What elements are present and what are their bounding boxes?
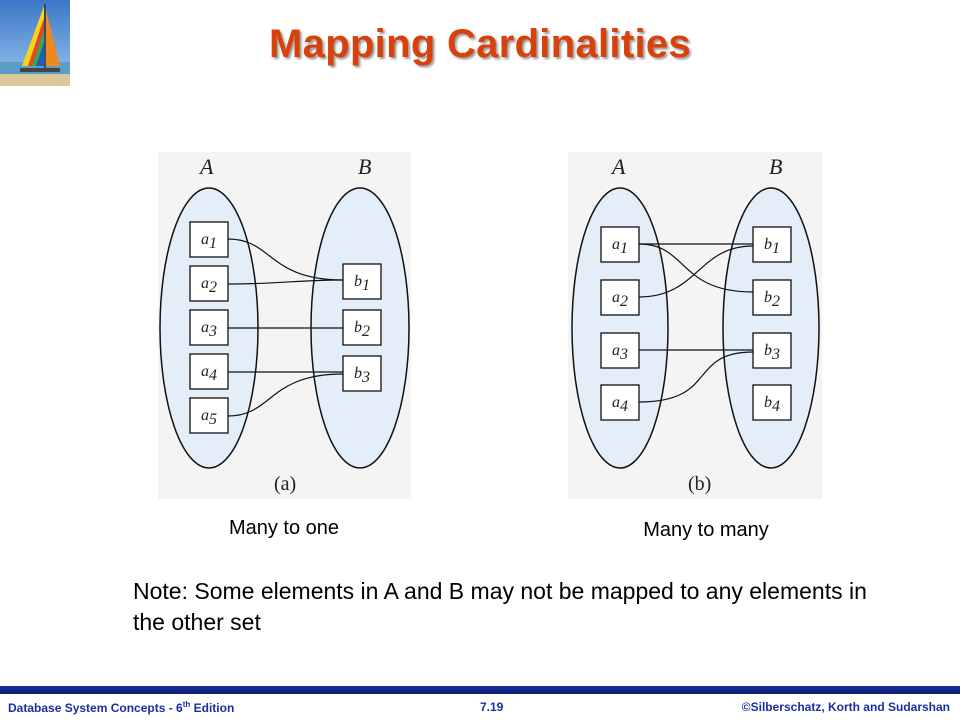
panel-label-b: (b) [688, 473, 712, 495]
element-label: a1 [201, 231, 217, 252]
element-label: b3 [354, 365, 370, 386]
element-label: a3 [201, 319, 217, 340]
element-label: a4 [201, 363, 217, 384]
element-label: b4 [764, 394, 780, 415]
set-a-elements [190, 222, 228, 433]
element-label: b3 [764, 342, 780, 363]
element-label: a2 [201, 275, 217, 296]
set-a-label: A [612, 154, 626, 179]
element-label: b1 [354, 273, 370, 294]
footer-bar [0, 686, 960, 694]
element-label: a5 [201, 407, 217, 428]
slide-note: Note: Some elements in A and B may not be mapped to any elements in the other set [133, 578, 867, 635]
footer-copyright: ©Silberschatz, Korth and Sudarshan [741, 700, 950, 714]
set-b-label: B [769, 154, 783, 179]
footer-page-number: 7.19 [480, 700, 504, 714]
diagram-many-to-many [568, 152, 822, 499]
element-label: b2 [354, 319, 370, 340]
slide-title: Mapping Cardinalities [269, 22, 691, 66]
set-a-label: A [200, 154, 214, 179]
footer-book-title: Database System Concepts - 6 [8, 701, 183, 715]
element-label: a3 [612, 342, 628, 363]
panel-label-a: (a) [274, 473, 297, 495]
caption-many-to-many: Many to many [643, 519, 769, 541]
diagram-many-to-one [158, 152, 411, 499]
element-label: a1 [612, 236, 628, 257]
footer-edition-sup: th [182, 700, 191, 709]
element-label: b2 [764, 289, 780, 310]
set-b-elements [343, 264, 381, 391]
element-label: a2 [612, 289, 628, 310]
footer-left [8, 700, 234, 715]
element-label: b1 [764, 236, 780, 257]
set-b-label: B [358, 154, 372, 179]
caption-many-to-one: Many to one [228, 517, 340, 539]
element-label: a4 [612, 394, 628, 415]
footer-edition: Edition [190, 701, 235, 715]
